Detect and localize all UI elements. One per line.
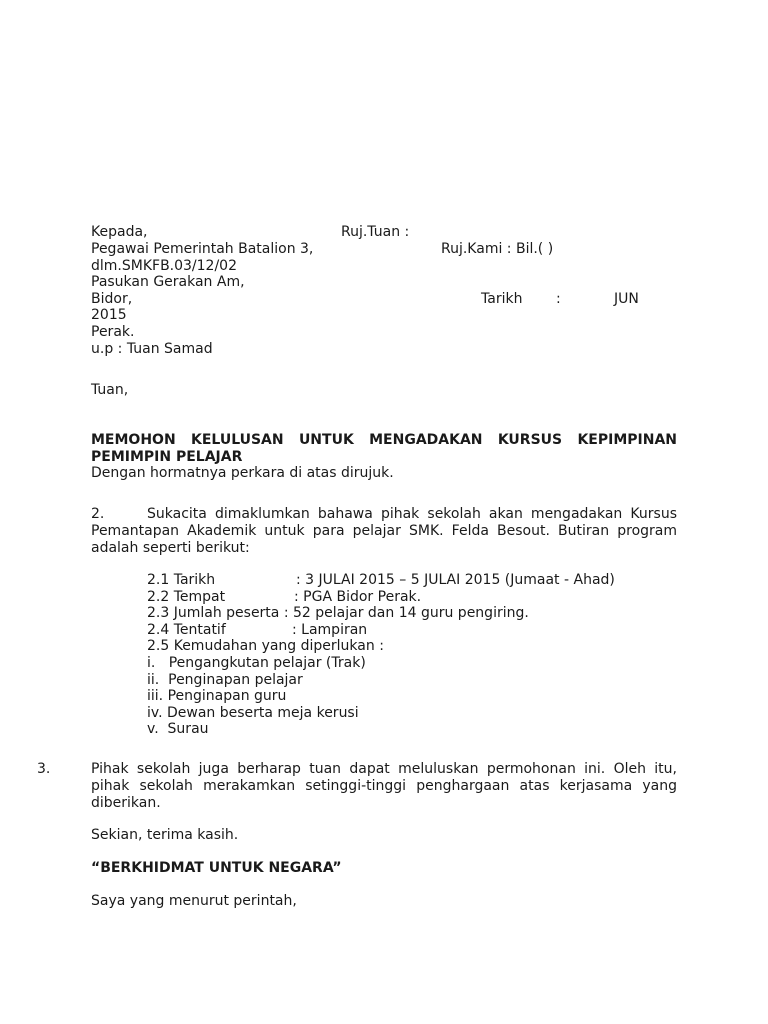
- subject-heading: MEMOHON KELULUSAN UNTUK MENGADAKAN KURSUS KEPIMPINAN PEMIMPIN PELAJAR: [91, 432, 677, 465]
- detail-label-tarikh: 2.1 Tarikh: [147, 572, 216, 588]
- para3-number: 3.: [37, 761, 51, 777]
- ruj-kami-label: Ruj.Kami : Bil.( ): [441, 241, 554, 257]
- tarikh-colon: :: [556, 291, 561, 307]
- facility-item: v. Surau: [147, 721, 209, 737]
- facility-item: ii. Penginapan pelajar: [147, 672, 303, 688]
- detail-value-jumlah: : 52 pelajar dan 14 guru pengiring.: [283, 605, 529, 621]
- facility-item: iii. Penginapan guru: [147, 688, 287, 704]
- recipient-line-1: Pegawai Pemerintah Batalion 3,: [91, 241, 314, 257]
- detail-value-tentatif: : Lampiran: [292, 622, 368, 638]
- detail-kemudahan: [147, 638, 384, 655]
- opening-sentence: Dengan hormatnya perkara di atas dirujuk.: [91, 465, 394, 481]
- signoff: Saya yang menurut perintah,: [91, 893, 297, 909]
- tarikh-label: Tarikh: [481, 291, 523, 307]
- detail-label-tentatif: 2.4 Tentatif: [147, 622, 226, 638]
- detail-value-tempat: : PGA Bidor Perak.: [294, 589, 422, 605]
- facility-item: i. Pengangkutan pelajar (Trak): [147, 655, 366, 671]
- detail-label-kemudahan: 2.5 Kemudahan yang diperlukan: [147, 638, 375, 654]
- detail-label-tempat: 2.2 Tempat: [147, 589, 226, 605]
- detail-label-jumlah: 2.3 Jumlah peserta: [147, 605, 280, 621]
- motto: “BERKHIDMAT UNTUK NEGARA”: [91, 860, 342, 876]
- para2-number: 2.: [91, 506, 105, 522]
- ruj-tuan-label: Ruj.Tuan :: [341, 224, 410, 240]
- salutation: Tuan,: [91, 382, 129, 398]
- recipient-line-3: Pasukan Gerakan Am,: [91, 274, 245, 290]
- recipient-heading: Kepada,: [91, 224, 148, 240]
- detail-jumlah: [147, 605, 529, 622]
- recipient-line-2: dlm.SMKFB.03/12/02: [91, 258, 237, 274]
- para3-text: Pihak sekolah juga berharap tuan dapat meluluskan permohonan ini. Oleh itu, pihak sekolah merakamkan setinggi-tinggi penghargaan atas kerjasama yang diberikan.: [91, 761, 677, 811]
- attention-line: u.p : Tuan Samad: [91, 341, 213, 357]
- recipient-line-5: 2015: [91, 307, 127, 323]
- closing-line: Sekian, terima kasih.: [91, 827, 239, 843]
- tarikh-value: JUN: [614, 291, 639, 307]
- detail-value-kemudahan: :: [379, 638, 384, 654]
- facility-item: iv. Dewan beserta meja kerusi: [147, 705, 359, 721]
- detail-value-tarikh: : 3 JULAI 2015 – 5 JULAI 2015 (Jumaat - Ahad): [296, 572, 615, 588]
- para2-text: Sukacita dimaklumkan bahawa pihak sekolah akan mengadakan Kursus Pemantapan Akademik untuk para pelajar SMK. Felda Besout. Butiran program adalah seperti berikut:: [91, 506, 677, 556]
- recipient-line-4: Bidor,: [91, 291, 133, 307]
- recipient-line-6: Perak.: [91, 324, 135, 340]
